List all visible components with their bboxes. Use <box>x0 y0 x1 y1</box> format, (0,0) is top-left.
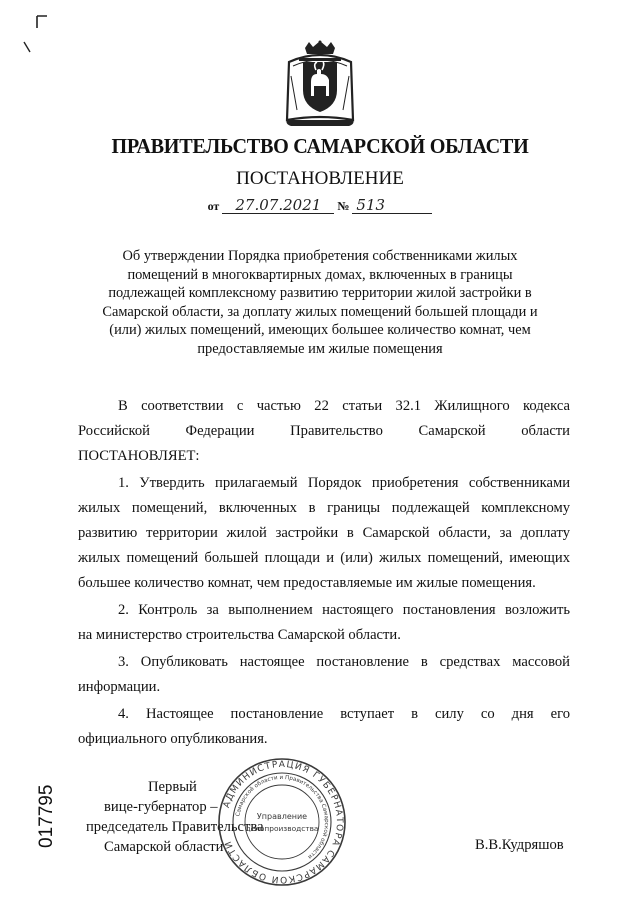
signatory-position-line: председатель Правительства <box>86 819 264 835</box>
subject-line: (или) жилых помещений, имеющих большее количество комнат, чем <box>109 322 531 339</box>
subject-line: помещений в многоквартирных домах, включенных в границы <box>127 266 513 283</box>
subject-line: подлежащей комплексному развитию территории жилой застройки в <box>108 285 532 302</box>
registration-margin-number: 017795 <box>36 784 57 848</box>
date-number-line <box>0 198 640 214</box>
signatory-position-line: вице-губернатор – <box>104 799 218 815</box>
corner-mark-icon <box>34 14 50 30</box>
number-prefix: № <box>337 199 350 213</box>
preamble-line: В соответствии с частью 22 статьи 32.1 Жилищного кодекса <box>118 398 570 414</box>
item-1-line: 1. Утвердить прилагаемый Порядок приобретения собственниками <box>118 475 570 491</box>
item-4-line: официального опубликования. <box>78 731 268 747</box>
official-stamp <box>216 756 348 888</box>
stamp-center-line: делопроизводства <box>245 824 319 833</box>
item-4-line: 4. Настоящее постановление вступает в силу со дня его <box>118 706 570 722</box>
document-number: 513 <box>352 198 432 214</box>
coat-of-arms-emblem <box>283 40 357 128</box>
item-2-line: 2. Контроль за выполнением настоящего постановления возложить <box>118 602 570 618</box>
signatory-position-line: Первый <box>148 779 197 795</box>
item-1-line: большее количество комнат, чем предоставляемые им жилые помещения. <box>78 575 536 591</box>
item-3-line: 3. Опубликовать настоящее постановление в средствах массовой <box>118 654 570 670</box>
margin-dash-icon <box>22 40 32 54</box>
subject-line: Самарской области, за доплату жилых помещений большей площади и <box>102 303 538 320</box>
item-1-line: жилых помещений, включенных в границы подлежащей комплексному <box>78 500 570 516</box>
stamp-outer-text: АДМИНИСТРАЦИЯ ГУБЕРНАТОРА САМАРСКОЙ ОБЛАСТИ <box>221 759 345 885</box>
document-date: 27.07.2021 <box>222 198 334 214</box>
document-type: ПОСТАНОВЛЕНИЕ <box>236 168 404 189</box>
item-1-line: жилых помещений большей площади и (или) жилых помещений, имеющих <box>78 550 570 566</box>
document-subject <box>85 247 555 359</box>
signatory-name: В.В.Кудряшов <box>475 837 564 853</box>
subject-line: Об утверждении Порядка приобретения собственниками жилых <box>122 248 518 264</box>
item-3-line: информации. <box>78 679 161 695</box>
item-2-line: на министерство строительства Самарской области. <box>78 627 401 643</box>
stamp-center-line: Управление <box>256 812 308 821</box>
preamble-decree-word: ПОСТАНОВЛЯЕТ: <box>78 448 200 464</box>
stamp-inner-text: Самарской области и Правительства Самарской области <box>235 774 330 860</box>
subject-line: предоставляемые им жилые помещения <box>197 340 443 357</box>
document-header-title: ПРАВИТЕЛЬСТВО САМАРСКОЙ ОБЛАСТИ <box>111 134 529 158</box>
item-1-line: развитию территории жилой застройки в Самарской области, за доплату <box>78 525 570 541</box>
date-prefix: от <box>207 199 220 213</box>
preamble-line: Российской Федерации Правительство Самарской области <box>78 423 570 439</box>
signatory-position-line: Самарской области <box>104 839 224 855</box>
